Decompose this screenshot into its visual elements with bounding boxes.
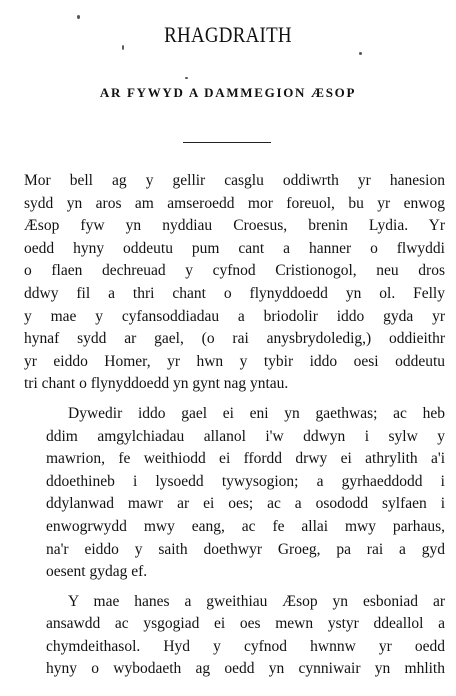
- page-subtitle: AR FYWYD A DAMMEGION ÆSOP: [99, 85, 357, 100]
- text-line: y mae y cyfansoddiadau a briodolir iddo gyda yr: [24, 307, 445, 325]
- text-line: enwogrwydd mwy eang, ac fe allai mwy parhaus,: [46, 517, 445, 535]
- text-line: ddim amgylchiadau allanol i'w ddwyn i sylw y: [46, 427, 445, 445]
- paragraph-1: [24, 170, 445, 396]
- text-line: chymdeithasol. Hyd y cyfnod hwnnw yr oedd: [46, 637, 445, 655]
- text-line: Æsop fyw yn nyddiau Croesus, brenin Lydia. Yr: [24, 217, 445, 235]
- paragraph-2: [24, 403, 445, 584]
- text-line: tri chant o flynyddoedd yn gynt nag yntau.: [24, 375, 289, 393]
- section-divider: [183, 142, 271, 143]
- text-line: yr eiddo Homer, yr hwn y tybir iddo oesi oddeutu: [24, 352, 445, 370]
- print-speck: [77, 15, 80, 19]
- text-line: ddwy fil a thri chant o flynyddoedd yn ol. Felly: [24, 284, 445, 302]
- text-line: hyny o wybodaeth ag oedd yn cynniwair yn mhlith: [46, 660, 445, 678]
- body-text: [24, 170, 445, 688]
- text-line: ansawdd ac ysgogiad ei oes mewn ystyr ddeallol a: [46, 615, 445, 633]
- print-speck: [185, 77, 188, 79]
- print-speck: [122, 45, 124, 50]
- page-title: RHAGDRAITH: [164, 22, 292, 47]
- text-line: sydd yn aros am amseroedd mor foreuol, bu yr enwog: [24, 194, 445, 212]
- text-line: oedd hyny oddeutu pum cant a hanner o flwyddi: [24, 239, 445, 257]
- text-line: oesent gydag ef.: [46, 563, 148, 581]
- paragraph-3: [24, 591, 445, 681]
- text-line: hynaf sydd ar gael, (o rai anysbrydoledig,) oddieithr: [24, 330, 445, 348]
- text-line: Mor bell ag y gellir casglu oddiwrth yr hanesion: [24, 172, 445, 189]
- text-line: o flaen dechreuad y cyfnod Cristionogol, neu dros: [24, 262, 445, 280]
- print-speck: [359, 52, 362, 55]
- text-line: mawrion, fe weithiodd ei ffordd drwy ei athrylith a'i: [46, 450, 445, 468]
- text-line: ddylanwad mawr ar ei oes; ac a osododd sylfaen i: [46, 495, 445, 513]
- text-line: ddoethineb i lysoedd tywysogion; a gyrhaeddodd i: [46, 472, 445, 490]
- text-line: na'r eiddo y saith doethwyr Groeg, pa rai a gyd: [46, 540, 445, 558]
- text-line: Dywedir iddo gael ei eni yn gaethwas; ac heb: [68, 404, 445, 422]
- text-line: Y mae hanes a gweithiau Æsop yn esboniad ar: [68, 592, 445, 610]
